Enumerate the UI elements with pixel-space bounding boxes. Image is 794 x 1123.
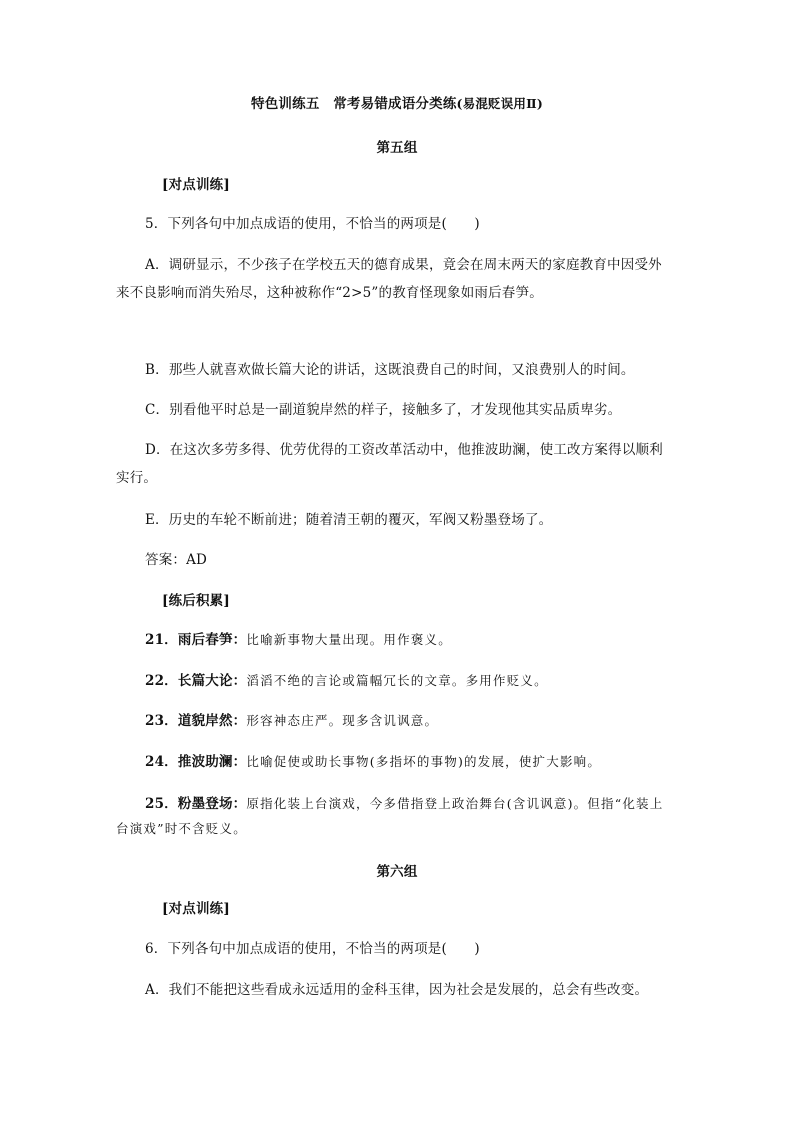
group6-option-a: A．我们不能把这些看成永远适用的金科玉律，因为社会是发展的，总会有些改变。 [145,982,649,998]
group6-practice-label: [对点训练] [162,901,230,917]
note-23 [145,711,438,731]
group5-accum-label: [练后积累] [162,593,230,609]
option-e: E．历史的车轮不断前进；随着清王朝的覆灭，军阀又粉墨登场了。 [145,512,553,528]
note-25-line2: 台演戏”时不含贬义。 [116,821,247,836]
note-desc: 比喻促使或助长事物(多指坏的事物)的发展，使扩大影响。 [246,754,602,769]
option-a-line2: 来不良影响而消失殆尽，这种被称作“2>5”的教育怪现象如雨后春笋。 [116,285,543,301]
title-sub: (易混贬误用Ⅱ) [456,96,543,111]
note-24 [145,752,601,772]
option-d-line2: 实行。 [116,470,158,486]
note-term: 23．道貌岸然： [145,713,247,729]
note-21 [145,630,452,650]
group5-practice-label: [对点训练] [162,177,230,193]
note-term: 21．雨后春笋： [145,632,247,648]
note-25-line1 [145,794,663,814]
page-title [0,94,794,114]
group6-heading: 第六组 [376,864,418,880]
option-c: C．别看他平时总是一副道貌岸然的样子，接触多了，才发现他其实品质卑劣。 [145,402,622,418]
option-d-line1: D．在这次多劳多得、优劳优得的工资改革活动中，他推波助澜，使工改方案得以顺利 [145,442,663,458]
note-desc: 形容神态庄严。现多含讥讽意。 [246,713,439,728]
note-22 [145,671,548,691]
note-term: 22．长篇大论： [145,673,247,689]
note-term: 25．粉墨登场： [145,796,247,812]
group5-heading: 第五组 [376,140,418,156]
question-5: 5．下列各句中加点成语的使用，不恰当的两项是( ) [145,216,480,232]
option-a-line1: A．调研显示，不少孩子在学校五天的德育成果，竟会在周末两天的家庭教育中因受外 [145,257,662,273]
title-main: 特色训练五 常考易错成语分类练 [251,96,457,112]
note-desc: 比喻新事物大量出现。用作褒义。 [246,632,452,647]
option-b: B．那些人就喜欢做长篇大论的讲话，这既浪费自己的时间，又浪费别人的时间。 [145,362,635,378]
note-term: 24．推波助澜： [145,754,247,770]
note-desc: 滔滔不绝的言论或篇幅冗长的文章。多用作贬义。 [246,673,548,688]
question-6: 6．下列各句中加点成语的使用，不恰当的两项是( ) [145,941,480,957]
answer: 答案：AD [145,552,208,568]
note-desc: 原指化装上台演戏，今多借指登上政治舞台(含讥讽意)。但指“化装上 [246,796,664,811]
